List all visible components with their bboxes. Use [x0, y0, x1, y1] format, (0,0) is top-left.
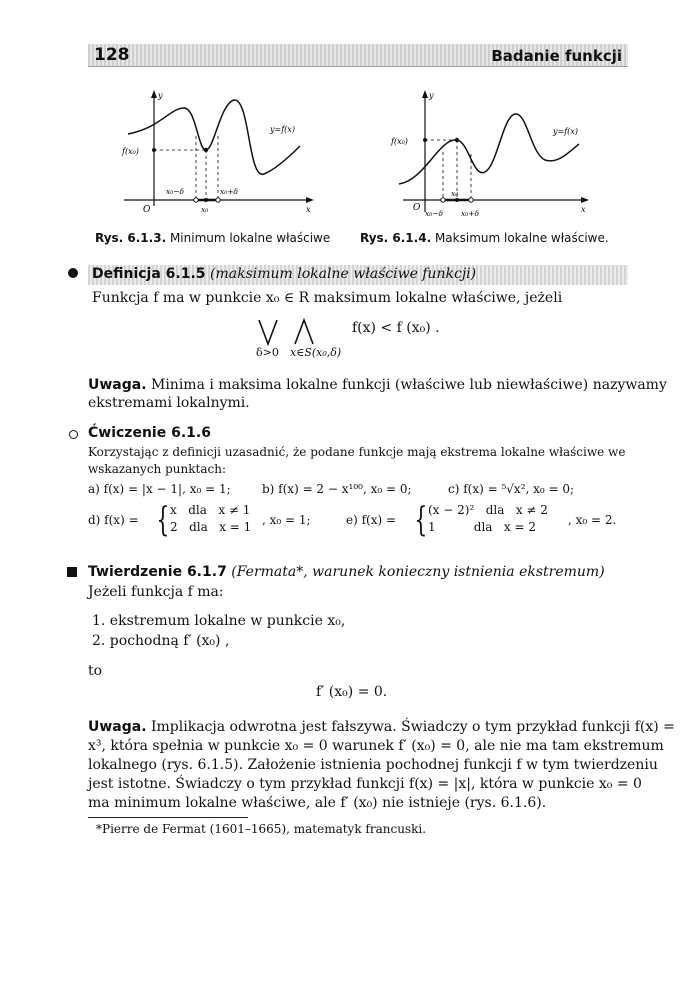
- exercise-item-d-row2: 2 dla x = 1: [170, 520, 252, 534]
- theorem-intro: Jeżeli funkcja f ma:: [88, 584, 224, 600]
- origin-label: O: [143, 205, 151, 215]
- quantifier-sub-x: x∈S(x₀,δ): [290, 346, 342, 359]
- note2-line5: ma minimum lokalne właściwe, ale f′ (x₀) nie istnieje (rys. 6.1.6).: [88, 795, 547, 811]
- note1-line1: Uwaga. Minima i maksima lokalne funkcji (właściwe lub niewłaściwe) nazywamy: [88, 377, 667, 393]
- page-number: 128: [94, 45, 130, 65]
- theorem-item1: 1. ekstremum lokalne w punkcie x₀,: [92, 613, 346, 629]
- brace-d: {: [156, 500, 170, 540]
- theorem-to: to: [88, 663, 103, 679]
- caption-minimum: Rys. 6.1.3. Minimum lokalne właściwe: [95, 231, 331, 245]
- note1-line2: ekstremami lokalnymi.: [88, 395, 250, 411]
- exercise-bullet: [69, 430, 78, 439]
- exercise-heading: Ćwiczenie 6.1.6: [88, 425, 211, 441]
- left-delta-label: x₀−δ: [166, 187, 185, 196]
- note2-line3: lokalnego (rys. 6.1.5). Założenie istnienia pochodnej funkcji f w tym twierdzeniu: [88, 757, 658, 773]
- exercise-text-line2: wskazanych punktach:: [88, 462, 226, 476]
- exercise-item-d-suffix: , x₀ = 1;: [262, 513, 311, 527]
- caption-maximum: Rys. 6.1.4. Maksimum lokalne właściwe.: [360, 231, 609, 245]
- exercise-item-d-row1: x dla x ≠ 1: [170, 503, 251, 517]
- exercise-item-d-prefix: d) f(x) =: [88, 513, 139, 527]
- x0-label: x₀: [201, 205, 209, 214]
- curve-label: y=f(x): [553, 127, 578, 136]
- exercise-item-e-suffix: , x₀ = 2.: [568, 513, 617, 527]
- definition-heading: Definicja 6.1.5 (maksimum lokalne właściwe funkcji): [92, 266, 477, 282]
- axis-x-label: x: [306, 205, 311, 214]
- theorem-heading: Twierdzenie 6.1.7 (Fermata*, warunek konieczny istnienia ekstremum): [88, 564, 605, 580]
- axis-y-label: y: [158, 91, 163, 100]
- exercise-item-e-row2: 1 dla x = 2: [428, 520, 536, 534]
- figure-minimum: [110, 88, 320, 218]
- curve-label: y=f(x): [270, 125, 295, 134]
- axis-x-label: x: [581, 205, 586, 214]
- theorem-bullet: [67, 567, 77, 577]
- running-head: Badanie funkcji: [491, 47, 622, 65]
- theorem-conclusion: f′ (x₀) = 0.: [316, 684, 388, 700]
- origin-label: O: [413, 203, 421, 213]
- note2-line1: Uwaga. Implikacja odwrotna jest fałszywa. Świadczy o tym przykład funkcji f(x) =: [88, 719, 675, 735]
- x0-label: x₀: [451, 189, 459, 198]
- theorem-item2: 2. pochodną f′ (x₀) ,: [92, 633, 230, 649]
- footnote: *Pierre de Fermat (1601–1665), matematyk francuski.: [96, 822, 427, 836]
- figure-maximum: [385, 88, 600, 223]
- left-delta-label: x₀−δ: [425, 209, 444, 218]
- axis-y-label: y: [429, 91, 434, 100]
- exercise-item-c: c) f(x) = ⁵√x², x₀ = 0;: [448, 482, 575, 496]
- note2-line2: x³, która spełnia w punkcie x₀ = 0 warunek f′ (x₀) = 0, ale nie ma tam ekstremum: [88, 738, 664, 754]
- definition-text: Funkcja f ma w punkcie x₀ ∈ R maksimum lokalne właściwe, jeżeli: [92, 290, 563, 306]
- footnote-rule: [88, 817, 248, 818]
- right-delta-label: x₀+δ: [461, 209, 480, 218]
- quantifier-sub-delta: δ>0: [256, 346, 279, 359]
- definition-bullet: [68, 268, 78, 278]
- note2-line4: jest istotne. Świadczy o tym przykład funkcji f(x) = |x|, która w punkcie x₀ = 0: [88, 776, 642, 792]
- exercise-item-e-prefix: e) f(x) =: [346, 513, 397, 527]
- definition-formula: f(x) < f (x₀) .: [352, 320, 440, 336]
- brace-e: {: [414, 500, 428, 540]
- exercise-item-b: b) f(x) = 2 − x¹⁰⁰, x₀ = 0;: [262, 482, 412, 496]
- exercise-text-line1: Korzystając z definicji uzasadnić, że podane funkcje mają ekstrema lokalne właściwe we: [88, 445, 626, 459]
- exercise-item-a: a) f(x) = |x − 1|, x₀ = 1;: [88, 482, 231, 496]
- right-delta-label: x₀+δ: [220, 187, 239, 196]
- fx0-label: f(x₀): [122, 147, 139, 156]
- exercise-item-e-row1: (x − 2)² dla x ≠ 2: [428, 503, 548, 517]
- fx0-label: f(x₀): [391, 137, 408, 146]
